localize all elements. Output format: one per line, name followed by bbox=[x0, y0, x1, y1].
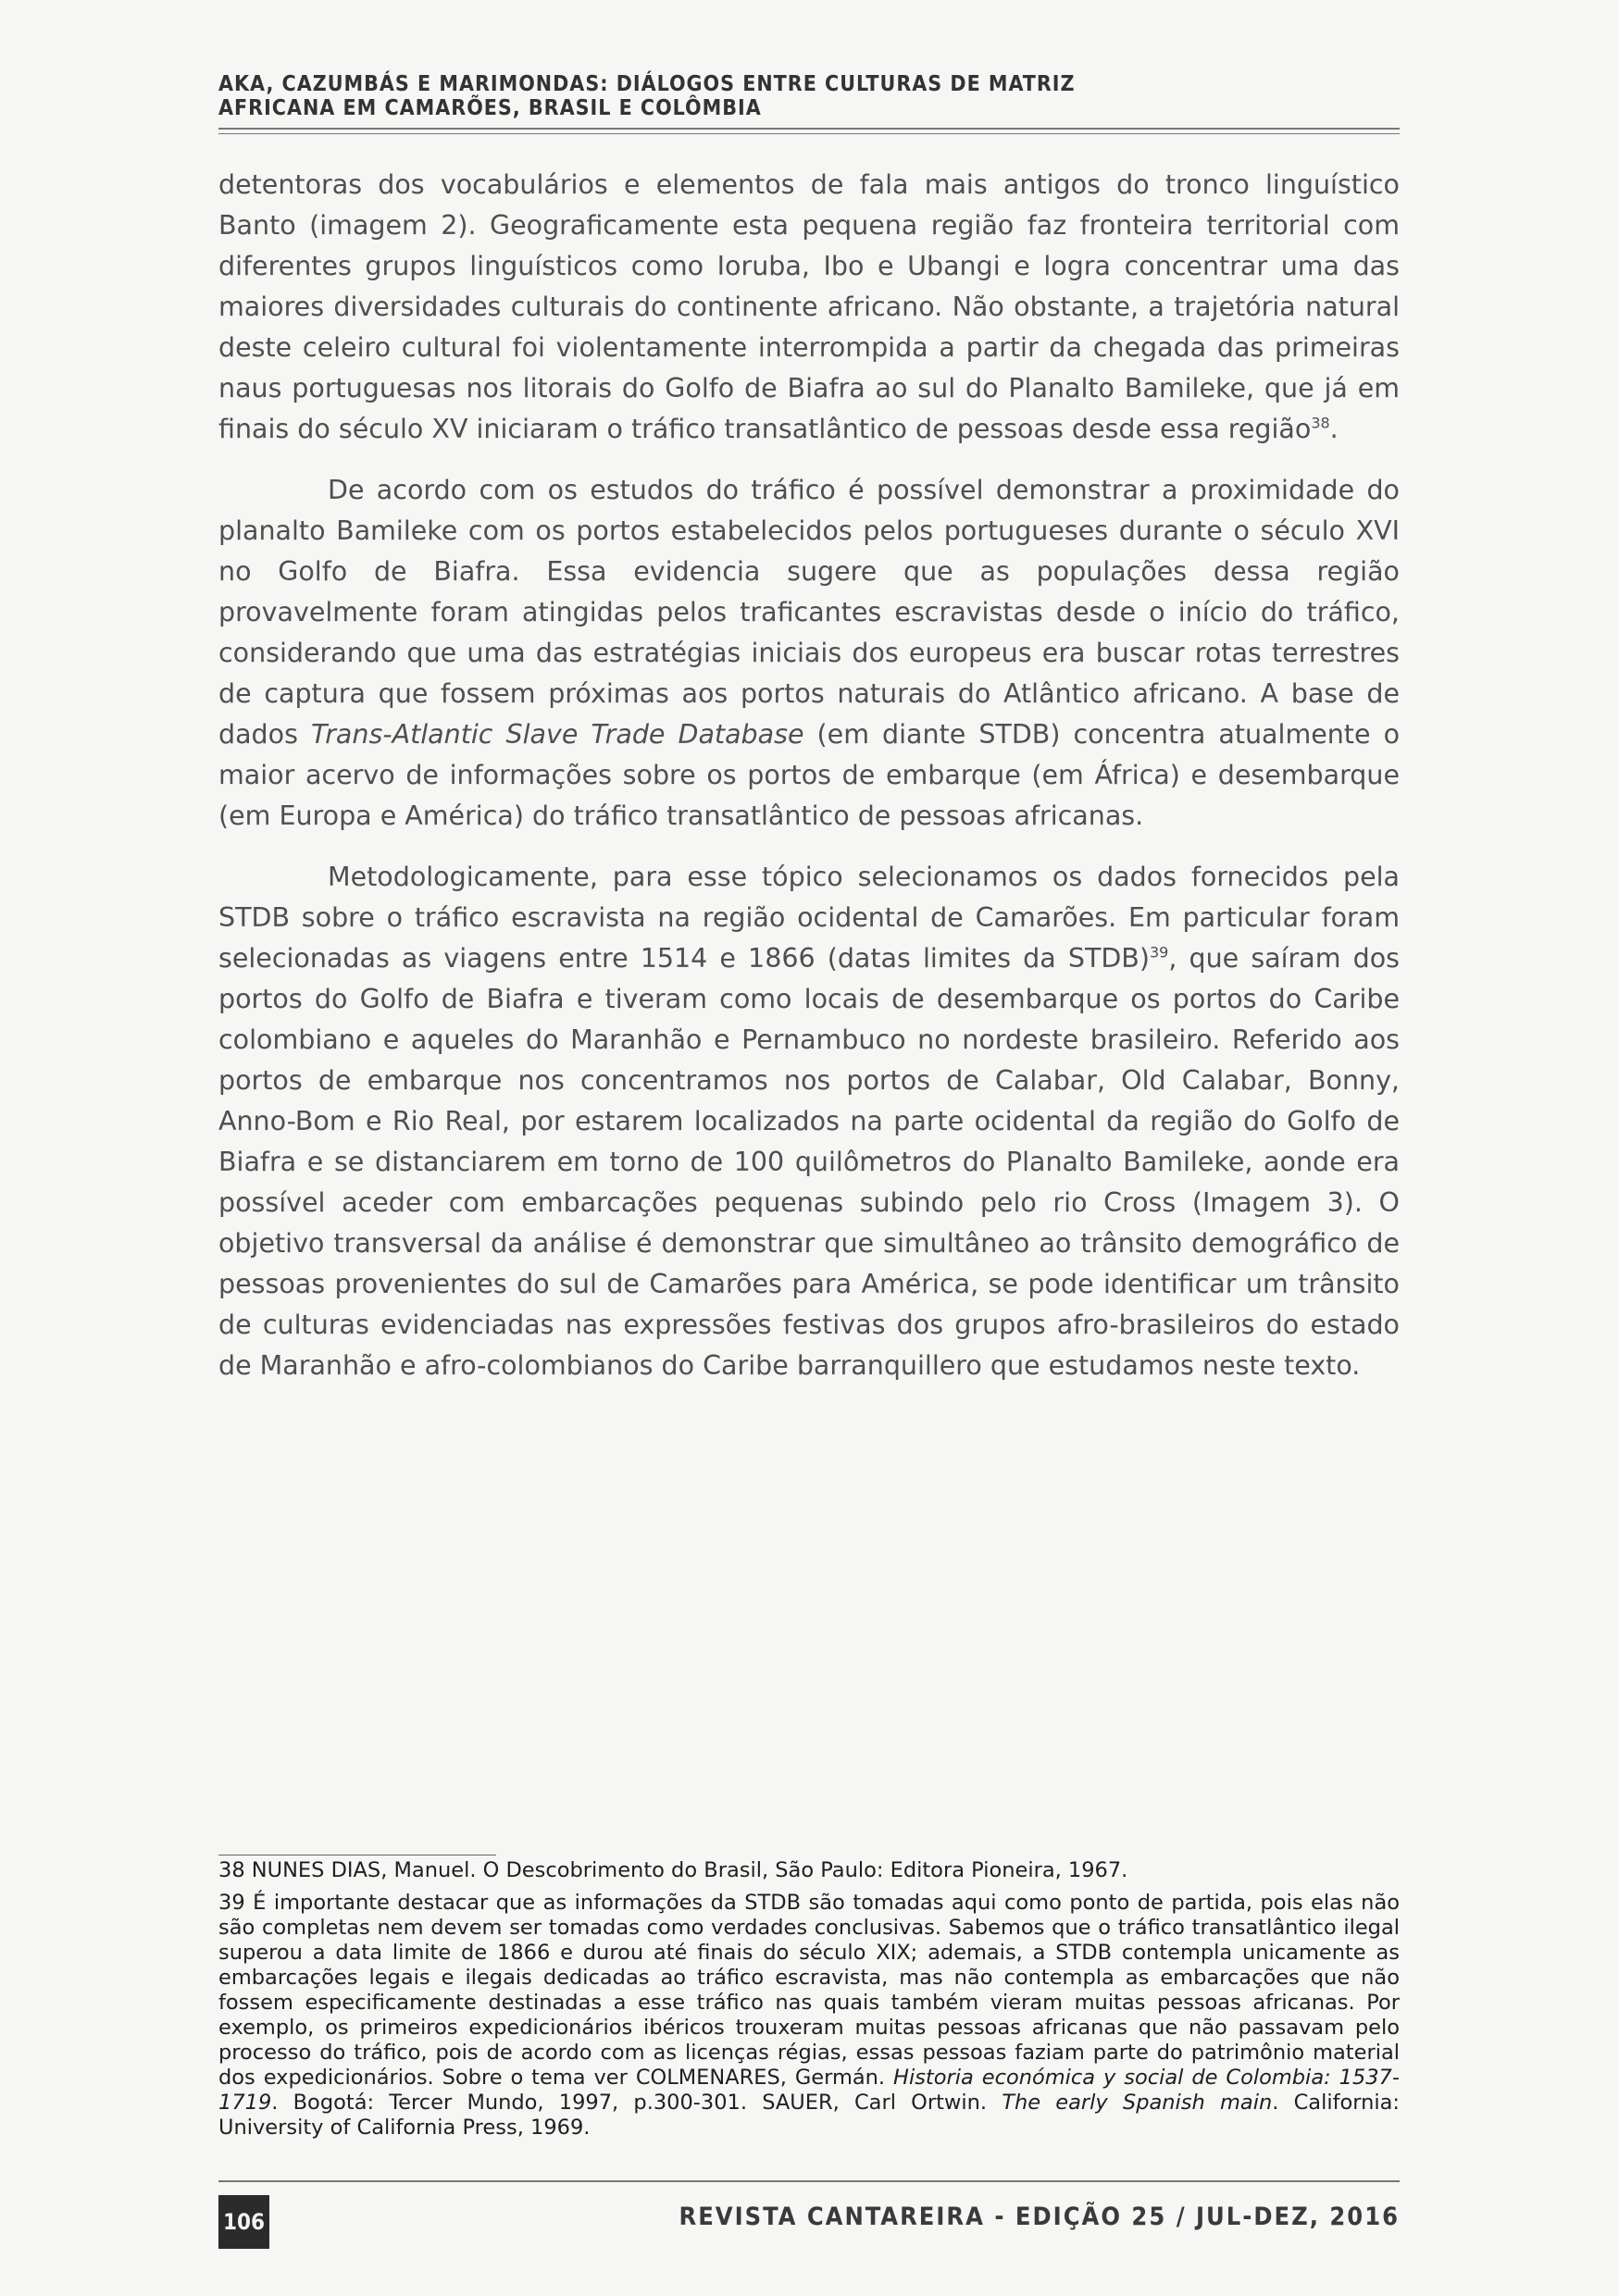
footnote-39-text-c: . California: University of California Press, 1969. bbox=[218, 2091, 1400, 2140]
journal-footer: REVISTA CANTAREIRA - EDIÇÃO 25 / JUL-DEZ, 2016 bbox=[679, 2203, 1400, 2231]
footnote-39-title-2: The early Spanish main bbox=[1002, 2091, 1273, 2115]
running-header bbox=[218, 72, 1400, 134]
paragraph-1-text: detentoras dos vocabulários e elementos de fala mais antigos do tronco linguístico Banto (imagem 2). Geograficamente esta pequena região faz fronteira territorial com diferentes grupos linguísticos como Ioruba, Ibo e Ubangi e logra concentrar uma das maiores diversidades culturais do continente africano. Não obstante, a trajetória natural deste celeiro cultural foi violentamente interrompida a partir da chegada das primeiras naus portuguesas nos litorais do Golfo de Biafra ao sul do Planalto Bamileke, que já em finais do século XV iniciaram o tráfico transatlântico de pessoas desde essa região bbox=[218, 169, 1400, 444]
footnote-39 bbox=[218, 1891, 1400, 2141]
paragraph-3-text-end: , que saíram dos portos do Golfo de Biafra e tiveram como locais de desembarque os portos do Caribe colombiano e aqueles do Maranhão e Pernambuco no nordeste brasileiro. Referido aos portos de embarque nos concentramos nos portos de Calabar, Old Calabar, Bonny, Anno-Bom e Rio Real, por estarem localizados na parte ocidental da região do Golfo de Biafra e se distanciarem em torno de 100 quilômetros do Planalto Bamileke, aonde era possível aceder com embarcações pequenas subindo pelo rio Cross (Imagem 3). O objetivo transversal da análise é demonstrar que simultâneo ao trânsito demográfico de pessoas provenientes do sul de Camarões para América, se pode identificar um trânsito de culturas evidenciadas nas expressões festivas dos grupos afro-brasileiros do estado de Maranhão e afro-colombianos do Caribe barranquillero que estudamos neste texto. bbox=[218, 943, 1400, 1381]
footnote-39-title-1: Historia económica y social de Colombia: 1537-1719 bbox=[218, 2066, 1400, 2115]
paragraph-2-text-start: De acordo com os estudos do tráfico é possível demonstrar a proximidade do planalto Bamileke com os portos estabelecidos pelos portugueses durante o século XVI no Golfo de Biafra. Essa evidencia sugere que as populações dessa região provavelmente foram atingidas pelos traficantes escravistas desde o início do tráfico, considerando que uma das estratégias iniciais dos europeus era buscar rotas terrestres de captura que fossem próximas aos portos naturais do Atlântico africano. A base de dados bbox=[218, 475, 1400, 750]
paragraph-3-text-start: Metodologicamente, para esse tópico selecionamos os dados fornecidos pela STDB sobre o tráfico escravista na região ocidental de Camarões. Em particular foram selecionadas as viagens entre 1514 e 1866 (datas limites da STDB) bbox=[218, 862, 1400, 974]
main-text bbox=[218, 165, 1400, 1407]
database-name: Trans-Atlantic Slave Trade Database bbox=[311, 719, 804, 750]
footer-divider bbox=[218, 2180, 1400, 2182]
footnote-ref-39[interactable]: 39 bbox=[1149, 943, 1169, 962]
footnote-38: 38 NUNES DIAS, Manuel. O Descobrimento do Brasil, São Paulo: Editora Pioneira, 1967. bbox=[218, 1858, 1128, 1882]
paragraph-3 bbox=[218, 857, 1400, 1386]
paragraph-2 bbox=[218, 470, 1400, 837]
header-divider bbox=[218, 128, 1400, 134]
footnotes bbox=[218, 1858, 1400, 2148]
paragraph-2-text-end: (em diante STDB) concentra atualmente o maior acervo de informações sobre os portos de embarque (em África) e desembarque (em Europa e América) do tráfico transatlântico de pessoas africanas. bbox=[218, 719, 1401, 831]
footnote-39-text-a: 39 É importante destacar que as informações da STDB são tomadas aqui como ponto de partida, pois elas não são completas nem devem ser tomadas como verdades conclusivas. Sabemos que o tráfico transatlântico ilegal superou a data limite de 1866 e durou até finais do século XIX; ademais, a STDB contempla unicamente as embarcações legais e ilegais dedicadas ao tráfico escravista, mas não contempla as embarcações que não fossem especificamente destinadas a esse tráfico nas quais também vieram muitas pessoas africanas. Por exemplo, os primeiros expedicionários ibéricos trouxeram muitas pessoas africanas que não passavam pelo processo do tráfico, pois de acordo com as licenças régias, essas pessoas faziam parte do patrimônio material dos expedicionários. Sobre o tema ver COLMENARES, Germán. bbox=[218, 1891, 1400, 2090]
paragraph-1-end: . bbox=[1329, 414, 1339, 444]
running-header-title: AKA, CAZUMBÁS E MARIMONDAS: DIÁLOGOS ENTRE CULTURAS DE MATRIZ AFRICANA EM CAMARÕES, BRASIL E COLÔMBIA bbox=[218, 72, 1076, 120]
footnote-ref-38[interactable]: 38 bbox=[1311, 414, 1330, 432]
footnote-39-text-b: . Bogotá: Tercer Mundo, 1997, p.300-301. SAUER, Carl Ortwin. bbox=[271, 2091, 1003, 2115]
paragraph-1 bbox=[218, 165, 1400, 450]
page-number: 106 bbox=[218, 2195, 269, 2249]
